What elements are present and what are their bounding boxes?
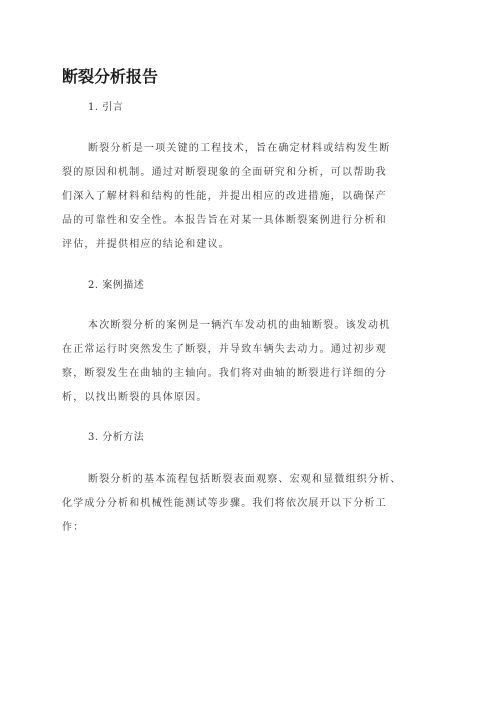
paragraph-line: 析，以找出断裂的具体原因。 bbox=[62, 392, 208, 403]
paragraph-line: 裂的原因和机制。通过对断裂现象的全面研究和分析，可以帮助我 bbox=[62, 167, 387, 178]
paragraph-line: 本次断裂分析的案例是一辆汽车发动机的曲轴断裂。该发动机 bbox=[88, 320, 391, 331]
section-heading-case-description: 2. 案例描述 bbox=[88, 280, 145, 291]
paragraph-line: 察，断裂发生在曲轴的主轴向。我们将对曲轴的断裂进行详细的分 bbox=[62, 368, 387, 379]
paragraph-line: 化学成分分析和机械性能测试等步骤。我们将依次展开以下分析工 bbox=[62, 498, 387, 509]
paragraph-line: 作： bbox=[62, 522, 85, 533]
paragraph-line: 断裂分析是一项关键的工程技术，旨在确定材料或结构发生断 bbox=[88, 143, 391, 154]
paragraph-line: 评估，并提供相应的结论和建议。 bbox=[62, 239, 230, 250]
section-heading-introduction: 1. 引言 bbox=[88, 102, 124, 113]
document-title: 断裂分析报告 bbox=[62, 67, 159, 86]
paragraph-line: 品的可靠性和安全性。本报告旨在对某一具体断裂案例进行分析和 bbox=[62, 215, 387, 226]
paragraph-line: 断裂分析的基本流程包括断裂表面观察、宏观和显微组织分析、 bbox=[88, 474, 402, 485]
paragraph-line: 们深入了解材料和结构的性能，并提出相应的改进措施，以确保产 bbox=[62, 191, 387, 202]
paragraph-line: 在正常运行时突然发生了断裂，并导致车辆失去动力。通过初步观 bbox=[62, 344, 387, 355]
section-heading-analysis-method: 3. 分析方法 bbox=[88, 432, 145, 443]
